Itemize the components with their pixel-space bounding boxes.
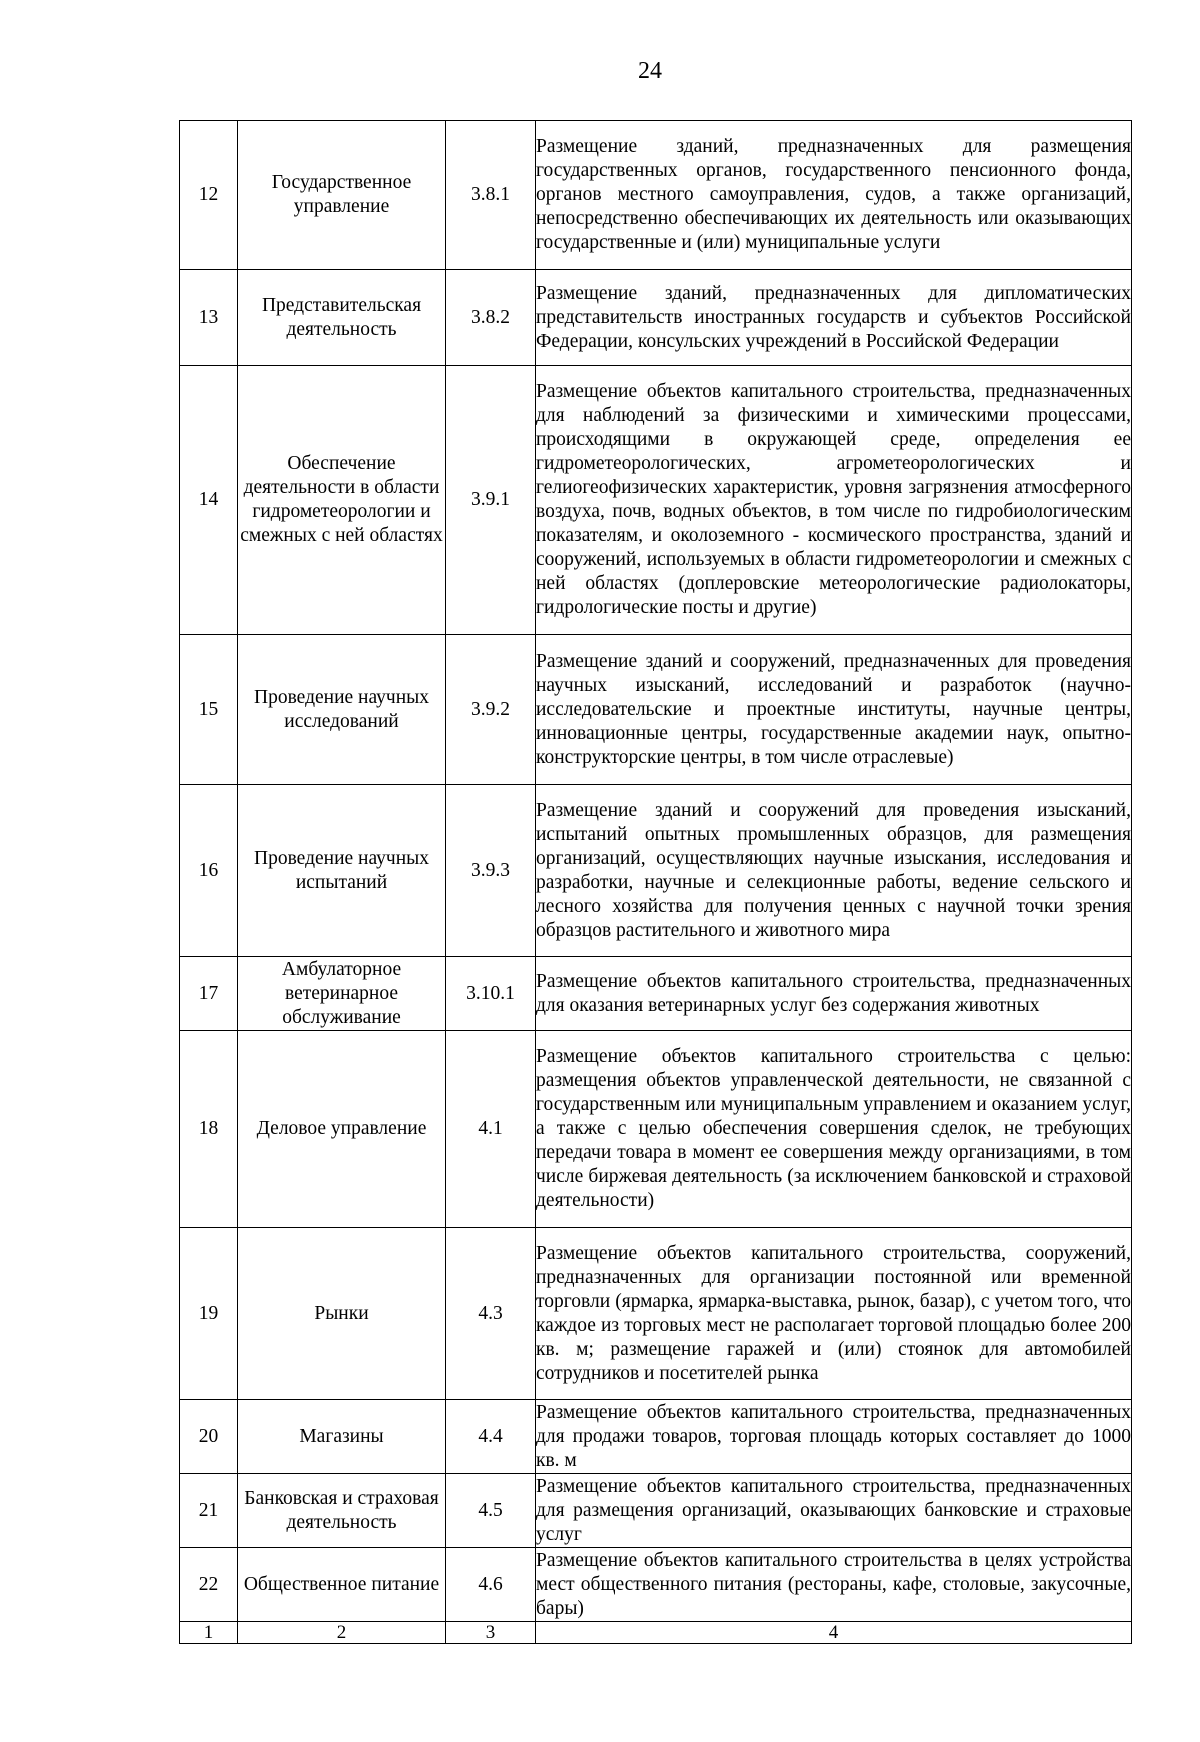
row-number: 14 — [180, 366, 238, 635]
page-number: 24 — [638, 58, 662, 84]
table-row — [180, 957, 1132, 1031]
use-type-code: 3.9.2 — [446, 635, 536, 785]
table-row — [180, 121, 1132, 270]
row-number: 15 — [180, 635, 238, 785]
land-use-table — [179, 120, 1132, 1644]
row-number: 12 — [180, 121, 238, 270]
row-number: 20 — [180, 1400, 238, 1474]
table-row — [180, 366, 1132, 635]
table-row — [180, 1474, 1132, 1548]
use-type-description: Размещение объектов капитального строительства, предназначенных для наблюдений за физическими и химическими процессами, происходящими в окружающей среде, определения ее гидрометеорологических, агрометеорологических и гелиогеофизических характеристик, уровня загрязнения атмосферного воздуха, почв, водных объектов, в том числе по гидробиологическим показателям, и околоземного - космического пространства, зданий и сооружений, используемых в области гидрометеорологии и смежных с ней областях (доплеровские метеорологические радиолокаторы, гидрологические посты и другие) — [536, 366, 1132, 635]
table-row — [180, 270, 1132, 366]
use-type-name: Представительская деятельность — [238, 270, 446, 366]
use-type-name: Обеспечение деятельности в области гидрометеорологии и смежных с ней областях — [238, 366, 446, 635]
row-number: 17 — [180, 957, 238, 1031]
column-number-row — [180, 1622, 1132, 1644]
use-type-name: Банковская и страховая деятельность — [238, 1474, 446, 1548]
use-type-name: Проведение научных исследований — [238, 635, 446, 785]
use-type-description: Размещение зданий и сооружений для проведения изысканий, испытаний опытных промышленных образцов, для размещения организаций, осуществляющих научные изыскания, исследования и разработки, научные и селекционные работы, ведение сельского и лесного хозяйства для получения ценных с научной точки зрения образцов растительного и животного мира — [536, 785, 1132, 957]
use-type-code: 3.8.2 — [446, 270, 536, 366]
use-type-description: Размещение объектов капитального строительства в целях устройства мест общественного питания (рестораны, кафе, столовые, закусочные, бары) — [536, 1548, 1132, 1622]
row-number: 19 — [180, 1228, 238, 1400]
use-type-name: Государственное управление — [238, 121, 446, 270]
row-number: 16 — [180, 785, 238, 957]
use-type-description: Размещение зданий, предназначенных для дипломатических представительств иностранных государств и субъектов Российской Федерации, консульских учреждений в Российской Федерации — [536, 270, 1132, 366]
use-type-description: Размещение объектов капитального строительства, предназначенных для продажи товаров, торговая площадь которых составляет до 1000 кв. м — [536, 1400, 1132, 1474]
use-type-description: Размещение объектов капитального строительства, предназначенных для размещения организаций, оказывающих банковские и страховые услуг — [536, 1474, 1132, 1548]
use-type-code: 4.6 — [446, 1548, 536, 1622]
use-type-name: Общественное питание — [238, 1548, 446, 1622]
row-number: 13 — [180, 270, 238, 366]
table-row — [180, 1031, 1132, 1228]
use-type-code: 4.3 — [446, 1228, 536, 1400]
column-number: 2 — [238, 1622, 446, 1644]
use-type-name: Амбулаторное ветеринарное обслуживание — [238, 957, 446, 1031]
use-type-name: Деловое управление — [238, 1031, 446, 1228]
table-row — [180, 1228, 1132, 1400]
column-number: 1 — [180, 1622, 238, 1644]
use-type-description: Размещение зданий, предназначенных для размещения государственных органов, государственного пенсионного фонда, органов местного самоуправления, судов, а также организаций, непосредственно обеспечивающих их деятельность или оказывающих государственные и (или) муниципальные услуги — [536, 121, 1132, 270]
use-type-code: 4.5 — [446, 1474, 536, 1548]
use-type-code: 3.9.1 — [446, 366, 536, 635]
table-row — [180, 635, 1132, 785]
column-number: 4 — [536, 1622, 1132, 1644]
use-type-code: 3.8.1 — [446, 121, 536, 270]
table-row — [180, 785, 1132, 957]
use-type-description: Размещение объектов капитального строительства, предназначенных для оказания ветеринарных услуг без содержания животных — [536, 957, 1132, 1031]
use-type-name: Магазины — [238, 1400, 446, 1474]
use-type-description: Размещение объектов капитального строительства, сооружений, предназначенных для организации постоянной или временной торговли (ярмарка, ярмарка-выставка, рынок, базар), с учетом того, что каждое из торговых мест не располагает торговой площадью более 200 кв. м; размещение гаражей и (или) стоянок для автомобилей сотрудников и посетителей рынка — [536, 1228, 1132, 1400]
column-number: 3 — [446, 1622, 536, 1644]
row-number: 22 — [180, 1548, 238, 1622]
use-type-description: Размещение зданий и сооружений, предназначенных для проведения научных изысканий, исследований и разработок (научно-исследовательские и проектные институты, научные центры, инновационные центры, государственные академии наук, опытно-конструкторские центры, в том числе отраслевые) — [536, 635, 1132, 785]
table-row — [180, 1548, 1132, 1622]
use-type-code: 3.9.3 — [446, 785, 536, 957]
table-row — [180, 1400, 1132, 1474]
row-number: 18 — [180, 1031, 238, 1228]
use-type-description: Размещение объектов капитального строительства с целью: размещения объектов управленческой деятельности, не связанной с государственным или муниципальным управлением и оказанием услуг, а также с целью обеспечения совершения сделок, не требующих передачи товара в момент ее совершения между организациями, в том числе биржевая деятельность (за исключением банковской и страховой деятельности) — [536, 1031, 1132, 1228]
use-type-name: Рынки — [238, 1228, 446, 1400]
use-type-code: 4.1 — [446, 1031, 536, 1228]
use-type-name: Проведение научных испытаний — [238, 785, 446, 957]
row-number: 21 — [180, 1474, 238, 1548]
use-type-code: 4.4 — [446, 1400, 536, 1474]
use-type-code: 3.10.1 — [446, 957, 536, 1031]
